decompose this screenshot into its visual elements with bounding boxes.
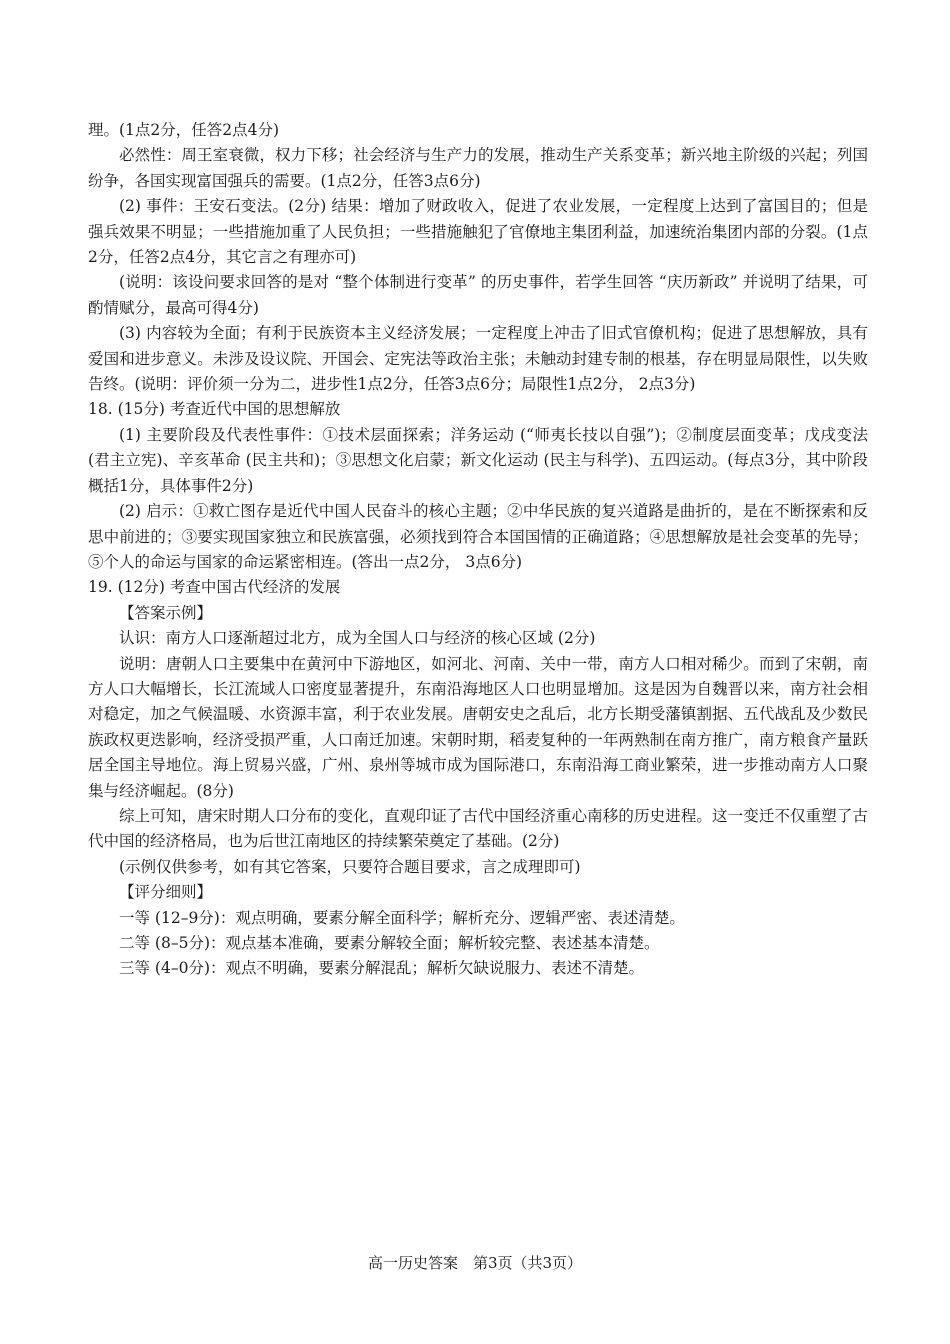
page-footer: 高一历史答案 第3页（共3页）	[367, 1254, 583, 1272]
answer-page	[88, 118, 868, 982]
paragraph-q2-note: (说明：该设问要求回答的是对 “整个体制进行变革” 的历史事件，若学生回答 “庆历新政” 并说明了结果，可酌情赋分，最高可得4分)	[88, 273, 868, 317]
scoring-grade-1: 一等 (12–9分)：观点明确，要素分解全面科学；解析充分、逻辑严密、表述清楚。	[119, 908, 685, 927]
answer-view: 认识：南方人口逐渐超过北方，成为全国人口与经济的核心区域 (2分)	[119, 629, 596, 648]
answer-summary: 综上可知，唐宋时期人口分布的变化，直观印证了古代中国经济重心南移的历史进程。这一变迁不仅重塑了古代中国的经济格局，也为后世江南地区的持续繁荣奠定了基础。(2分)	[88, 806, 868, 851]
answer-explanation: 说明：唐朝人口主要集中在黄河中下游地区，如河北、河南、关中一带，南方人口相对稀少。而到了宋朝，南方人口大幅增长，长江流域人口密度显著提升，东南沿海地区人口也明显增加。这是因为自魏晋以来，南方社会相对稳定，加之气候温暖、水资源丰富，利于农业发展。唐朝安史之乱后，北方长期受藩镇割据、五代战乱及少数民族政权更迭影响，经济受损严重，人口南迁加速。宋朝时期，稻麦复种的一年两熟制在南方推广，南方粮食产量跃居全国主导地位。海上贸易兴盛，广州、泉州等城市成为国际港口，东南沿海工商业繁荣，进一步推动南方人口聚集与经济崛起。(8分)	[88, 654, 868, 800]
question-18-title: 18. (15分) 考查近代中国的思想解放	[88, 400, 341, 419]
scoring-rules-header: 【评分细则】	[119, 883, 213, 902]
question-18-part1: (1) 主要阶段及代表性事件：①技术层面探索；洋务运动 (“师夷长技以自强”)；②制度层面变革；戊戌变法 (君主立宪)、辛亥革命 (民主共和)；③思想文化启蒙；新文化运动 (民主与科学)、五四运动。(每点3分，其中阶段概括1分，具体事件2分)	[88, 425, 868, 495]
question-19-title: 19. (12分) 考查中国古代经济的发展	[88, 578, 341, 597]
paragraph-necessity: 必然性：周王室衰微，权力下移；社会经济与生产力的发展，推动生产关系变革；新兴地主阶级的兴起；列国纷争，各国实现富国强兵的需要。(1点2分，任答3点6分)	[88, 146, 868, 190]
answer-example-header: 【答案示例】	[119, 603, 213, 622]
question-18-part2: (2) 启示：①救亡图存是近代中国人民奋斗的核心主题；②中华民族的复兴道路是曲折的，是在不断探索和反思中前进的；③要实现国家独立和民族富强，必须找到符合本国国情的正确道路；④思想解放是社会变革的先导；⑤个人的命运与国家的命运紧密相连。(答出一点2分， 3点6分)	[88, 502, 868, 571]
paragraph-continuation: 理。(1点2分，任答2点4分)	[88, 121, 280, 139]
scoring-grade-3: 三等 (4–0分)：观点不明确，要素分解混乱；解析欠缺说服力、表述不清楚。	[119, 959, 644, 978]
paragraph-q3: (3) 内容较为全面；有利于民族资本主义经济发展；一定程度上冲击了旧式官僚机构；促进了思想解放，具有爱国和进步意义。未涉及设议院、开国会、定宪法等政治主张；未触动封建专制的根基，存在明显局限性，以失败告终。(说明：评价须一分为二，进步性1点2分，任答3点6分；局限性1点2分， 2点3分)	[88, 324, 868, 394]
scoring-grade-2: 二等 (8–5分)：观点基本准确，要素分解较全面；解析较完整、表述基本清楚。	[119, 934, 660, 952]
answer-note: (示例仅供参考，如有其它答案，只要符合题目要求，言之成理即可)	[119, 857, 581, 876]
paragraph-q2-event: (2) 事件：王安石变法。(2分) 结果：增加了财政收入，促进了农业发展，一定程度上达到了富国目的；但是强兵效果不明显；一些措施加重了人民负担；一些措施触犯了官僚地主集团利益，加速统治集团内部的分裂。(1点2分，任答2点4分，其它言之有理亦可)	[88, 197, 868, 267]
